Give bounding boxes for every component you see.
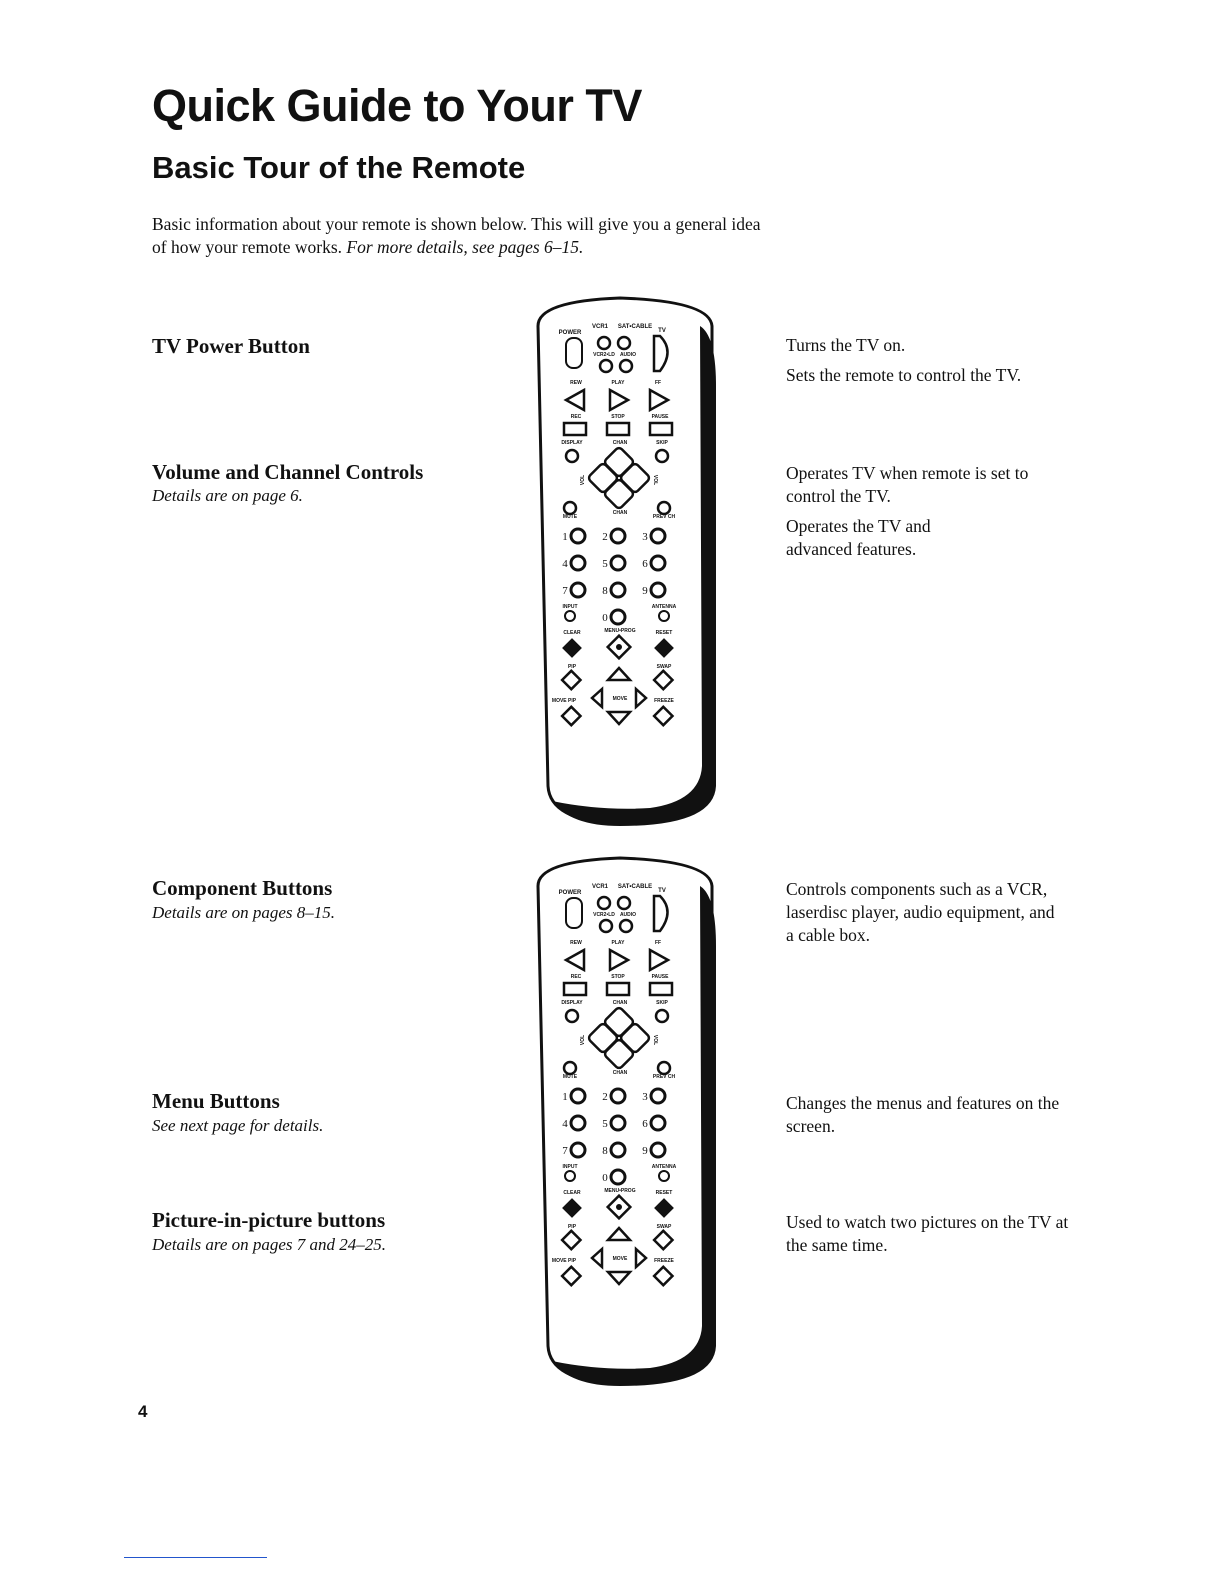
remote-image-top xyxy=(520,296,735,841)
rl-vcr1: VCR1 xyxy=(591,324,609,330)
rl-pause: PAUSE xyxy=(651,974,669,980)
digit-8: 8 xyxy=(602,585,608,597)
digit-2: 2 xyxy=(602,1091,608,1103)
rl-movepip: MOVE PIP xyxy=(551,1258,577,1264)
rl-mute: MUTE xyxy=(562,1074,578,1080)
rl-clear: CLEAR xyxy=(563,630,581,636)
rl-move: MOVE xyxy=(612,696,628,702)
rl-vol-right: VOL xyxy=(652,474,658,486)
sub-component: Details are on pages 8–15. xyxy=(152,903,336,922)
rl-satcable: SAT•CABLE xyxy=(617,324,653,330)
rl-stop: STOP xyxy=(611,974,625,980)
page-title: Quick Guide to Your TV xyxy=(152,80,642,131)
rl-tv: TV xyxy=(658,888,666,894)
intro-reference: For more details, see pages 6–15. xyxy=(346,237,584,257)
rl-vcr2: VCR2•LD xyxy=(593,352,615,358)
label-volume-channel: Volume and Channel Controls xyxy=(152,460,424,484)
desc-pip: Used to watch two pictures on the TV at the same time. xyxy=(786,1212,1069,1255)
rl-ff: FF xyxy=(654,940,662,946)
rl-play: PLAY xyxy=(611,940,625,946)
rl-chan-up: CHAN xyxy=(612,1000,628,1006)
rl-vcr1: VCR1 xyxy=(591,884,609,890)
rl-vol-left: VOL xyxy=(580,1034,586,1046)
rl-mute: MUTE xyxy=(562,514,578,520)
rl-display: DISPLAY xyxy=(561,1000,583,1006)
page-number: 4 xyxy=(138,1402,148,1421)
digit-0: 0 xyxy=(602,1172,608,1184)
digit-2: 2 xyxy=(602,531,608,543)
digit-9: 9 xyxy=(642,585,648,597)
digit-5: 5 xyxy=(602,1118,608,1130)
rl-skip: SKIP xyxy=(656,1000,668,1006)
footnote-rule xyxy=(124,1557,267,1558)
digit-6: 6 xyxy=(642,558,648,570)
label-tv-power: TV Power Button xyxy=(152,334,310,358)
digit-4: 4 xyxy=(562,558,568,570)
rl-play: PLAY xyxy=(611,380,625,386)
rl-audio: AUDIO xyxy=(619,352,637,358)
digit-0: 0 xyxy=(602,612,608,624)
rl-power: POWER xyxy=(558,890,582,896)
remote-image-bottom xyxy=(520,856,735,1401)
rl-menu: MENU•PROG xyxy=(604,628,636,634)
rl-freeze: FREEZE xyxy=(654,1258,674,1264)
rl-rew: REW xyxy=(570,940,582,946)
rl-antenna: ANTENNA xyxy=(651,1164,677,1170)
rl-swap: SWAP xyxy=(656,1224,672,1230)
rl-input: INPUT xyxy=(562,1164,578,1170)
rl-chan-down: CHAN xyxy=(612,510,628,516)
digit-3: 3 xyxy=(642,531,648,543)
rl-prevch: PREV CH xyxy=(652,1074,676,1080)
rl-pip: PIP xyxy=(567,1224,577,1230)
digit-3: 3 xyxy=(642,1091,648,1103)
intro-text: Basic information about your remote is shown below. This will give you a general idea of how your remote works. xyxy=(152,214,761,257)
digit-7: 7 xyxy=(562,585,568,597)
digit-6: 6 xyxy=(642,1118,648,1130)
rl-vol-left: VOL xyxy=(580,474,586,486)
remote-illustration xyxy=(520,296,735,836)
rl-skip: SKIP xyxy=(656,440,668,446)
rl-stop: STOP xyxy=(611,414,625,420)
desc-component: Controls components such as a VCR, laserdisc player, audio equipment, and a cable box. xyxy=(786,879,1055,945)
desc-menu: Changes the menus and features on the screen. xyxy=(786,1093,1060,1136)
digit-7: 7 xyxy=(562,1145,568,1157)
rl-clear: CLEAR xyxy=(563,1190,581,1196)
rl-reset: RESET xyxy=(655,1190,673,1196)
rl-freeze: FREEZE xyxy=(654,698,674,704)
rl-reset: RESET xyxy=(655,630,673,636)
sub-volume-channel: Details are on page 6. xyxy=(152,486,303,505)
rl-power: POWER xyxy=(558,330,582,336)
label-menu: Menu Buttons xyxy=(152,1089,280,1113)
rl-audio: AUDIO xyxy=(619,912,637,918)
rl-move: MOVE xyxy=(612,1256,628,1262)
digit-1: 1 xyxy=(562,531,568,543)
sub-pip: Details are on pages 7 and 24–25. xyxy=(152,1235,387,1254)
rl-rec: REC xyxy=(570,414,582,420)
sub-menu: See next page for details. xyxy=(152,1116,324,1135)
rl-tv: TV xyxy=(658,328,666,334)
digit-5: 5 xyxy=(602,558,608,570)
rl-input: INPUT xyxy=(562,604,578,610)
desc-volume-channel-2: Operates the TV and advanced features. xyxy=(786,516,931,559)
rl-menu: MENU•PROG xyxy=(604,1188,636,1194)
desc-volume-channel-1: Operates TV when remote is set to control the TV. xyxy=(786,463,1029,506)
desc-tv-power-1: Turns the TV on. xyxy=(786,335,906,355)
label-component: Component Buttons xyxy=(152,876,333,900)
digit-9: 9 xyxy=(642,1145,648,1157)
rl-chan-down: CHAN xyxy=(612,1070,628,1076)
rl-prevch: PREV CH xyxy=(652,514,676,520)
rl-vol-right: VOL xyxy=(652,1034,658,1046)
rl-movepip: MOVE PIP xyxy=(551,698,577,704)
rl-chan-up: CHAN xyxy=(612,440,628,446)
rl-rew: REW xyxy=(570,380,582,386)
rl-pause: PAUSE xyxy=(651,414,669,420)
rl-ff: FF xyxy=(654,380,662,386)
digit-1: 1 xyxy=(562,1091,568,1103)
label-pip: Picture-in-picture buttons xyxy=(152,1208,386,1232)
rl-vcr2: VCR2•LD xyxy=(593,912,615,918)
remote-illustration xyxy=(520,856,735,1396)
section-heading: Basic Tour of the Remote xyxy=(152,150,526,185)
digit-8: 8 xyxy=(602,1145,608,1157)
rl-antenna: ANTENNA xyxy=(651,604,677,610)
rl-display: DISPLAY xyxy=(561,440,583,446)
desc-tv-power-2: Sets the remote to control the TV. xyxy=(786,365,1022,385)
rl-rec: REC xyxy=(570,974,582,980)
rl-pip: PIP xyxy=(567,664,577,670)
rl-satcable: SAT•CABLE xyxy=(617,884,653,890)
intro-paragraph xyxy=(152,213,772,259)
rl-swap: SWAP xyxy=(656,664,672,670)
digit-4: 4 xyxy=(562,1118,568,1130)
